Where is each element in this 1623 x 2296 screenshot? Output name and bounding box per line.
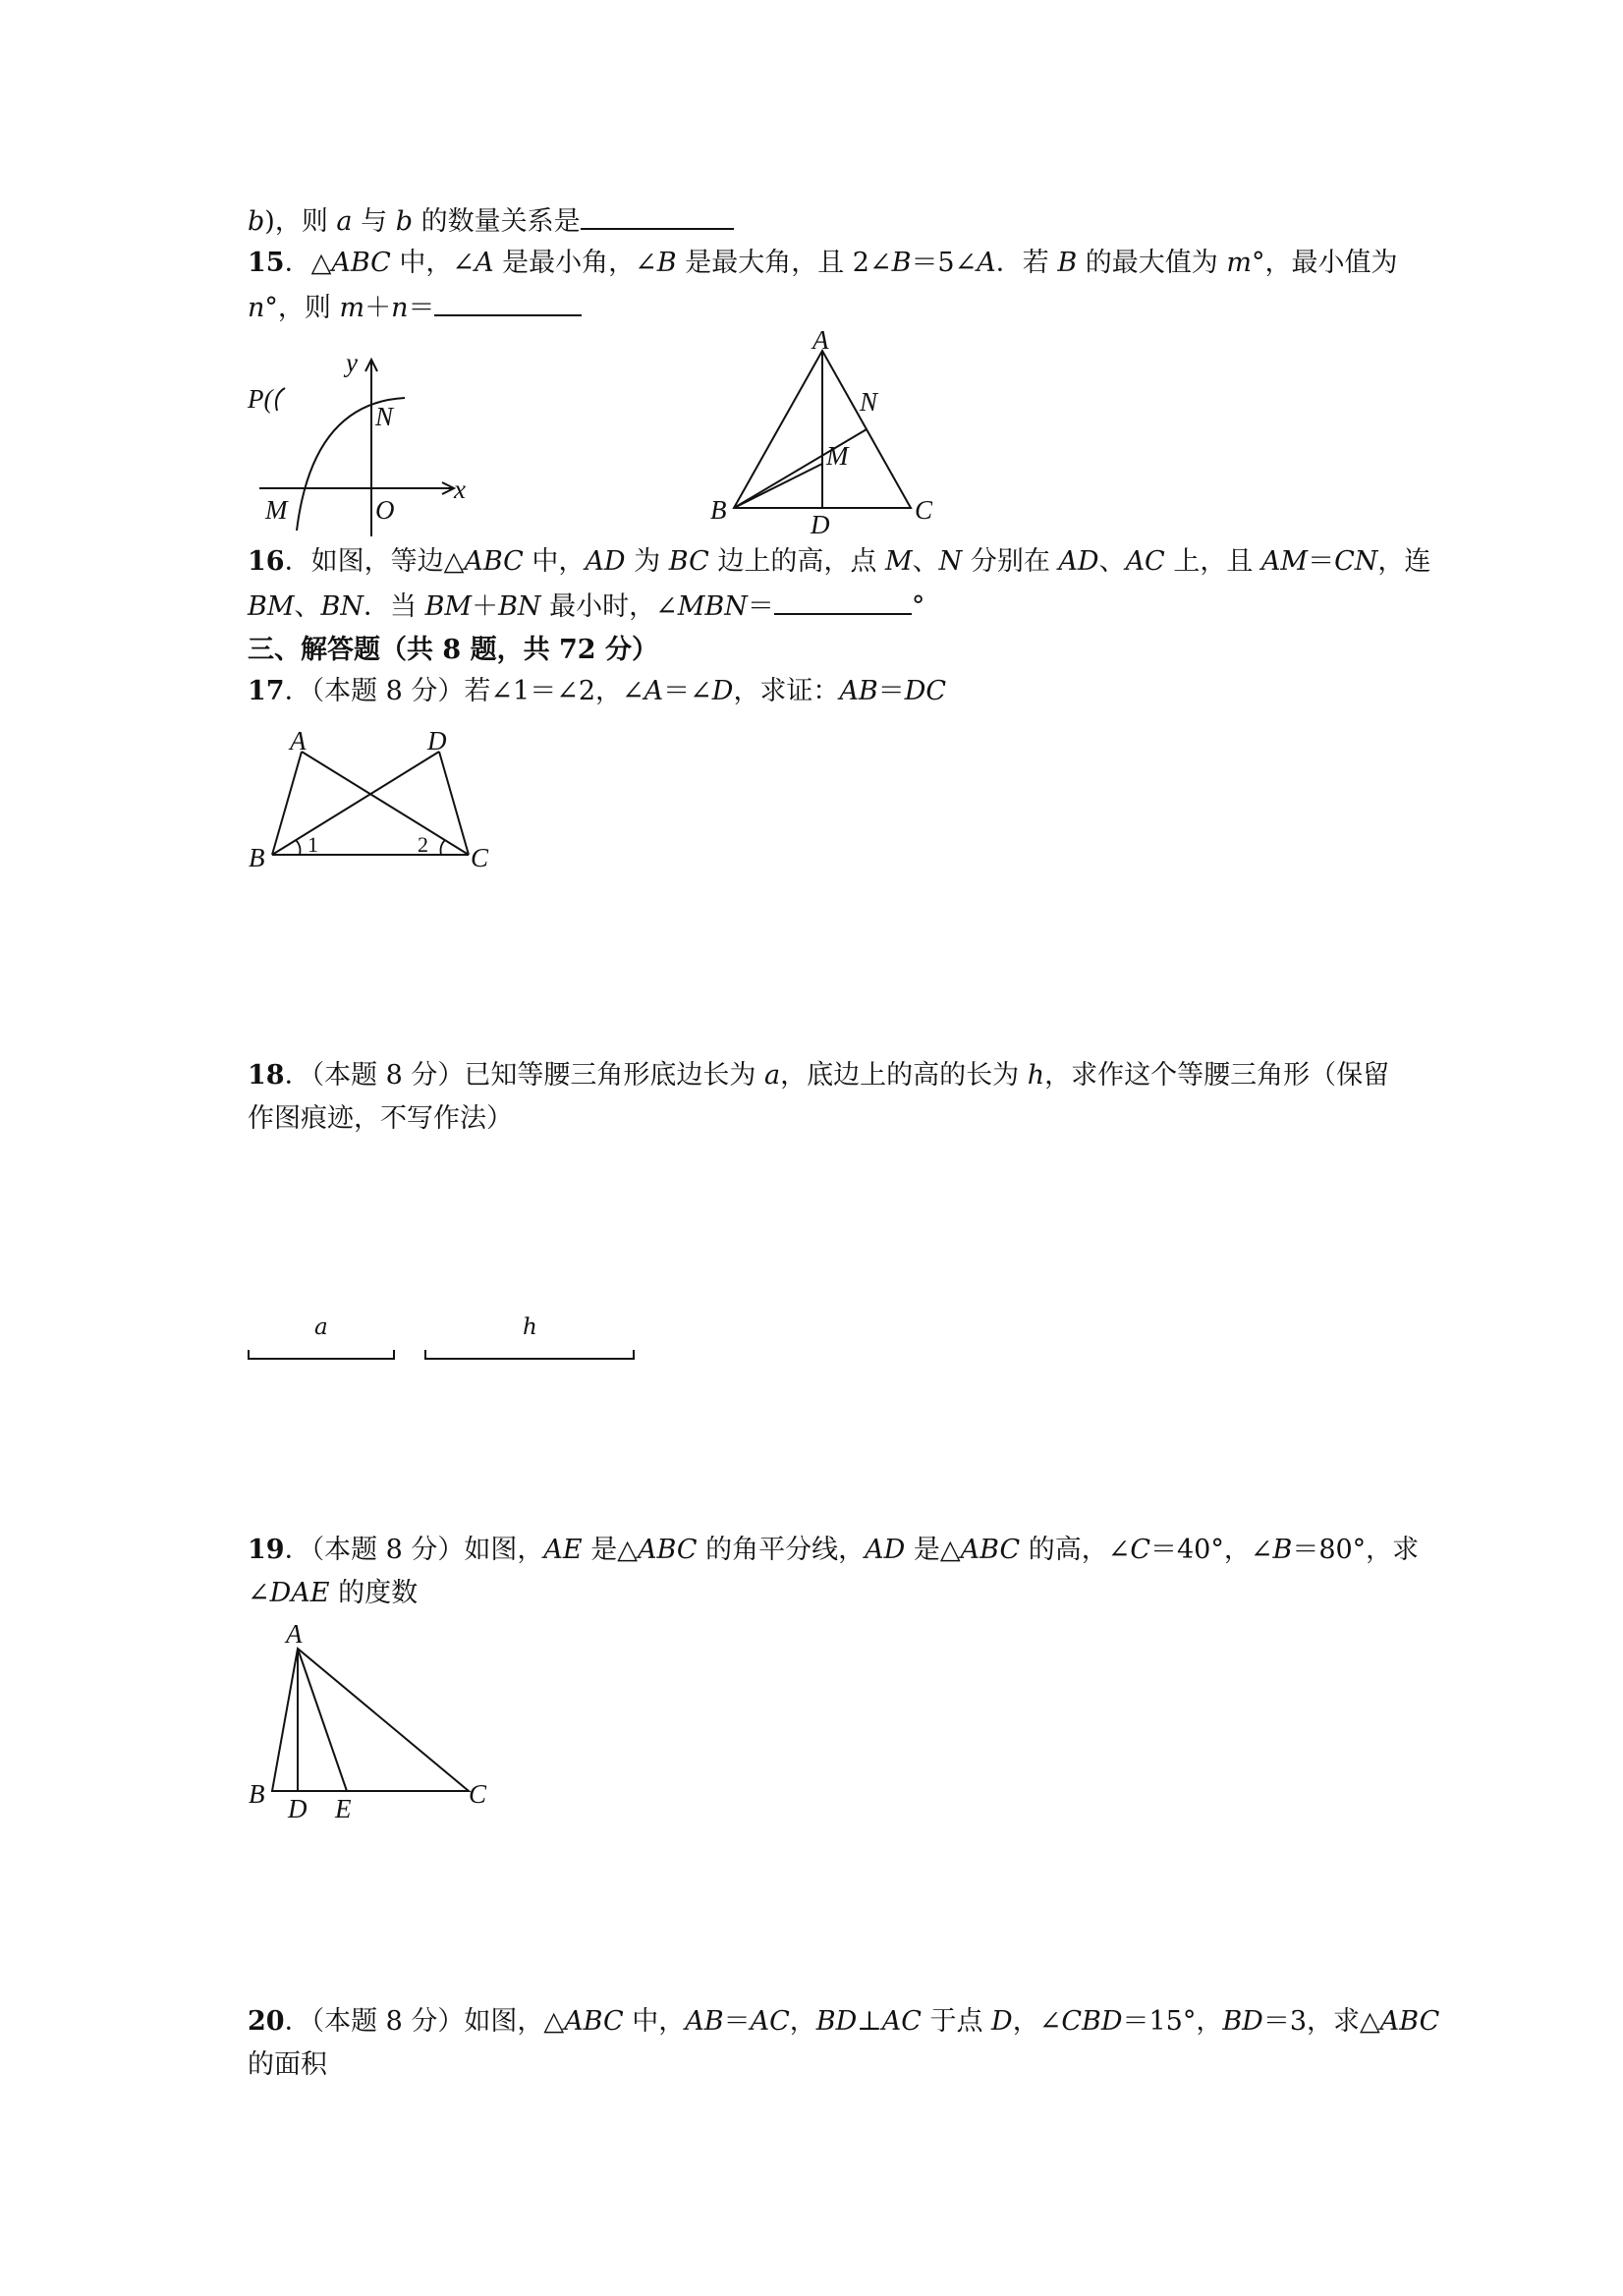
label-d: D [427, 726, 447, 756]
label-c: C [471, 843, 489, 872]
label-o: O [375, 495, 395, 525]
label-p: P( [248, 384, 273, 414]
q19-line-2: ∠DAE 的度数 [248, 1578, 419, 1608]
segment-h-label: h [523, 1315, 537, 1340]
label-a: A [812, 325, 829, 355]
answer-blank[interactable] [774, 586, 912, 615]
angle-mark-1 [296, 840, 301, 855]
q19-line-1: 19．（本题 8 分）如图，AE 是△ABC 的角平分线，AD 是△ABC 的高，∠C＝40°，∠B＝80°，求 [248, 1535, 1420, 1565]
label-b: B [249, 843, 265, 872]
figure-q17 [241, 722, 506, 874]
answer-blank[interactable] [434, 287, 582, 316]
label-b: B [249, 1779, 265, 1809]
q20-line-2: 的面积 [248, 2049, 327, 2080]
q16-line-2: BM、BN．当 BM＋BN 最小时，∠MBN＝ ° [248, 586, 1397, 627]
small-arc-near-p [276, 388, 285, 411]
q17-line: 17．（本题 8 分）若∠1＝∠2，∠A＝∠D，求证：AB＝DC [248, 676, 947, 706]
label-c: C [915, 495, 933, 525]
figure-coordinate-arc [236, 344, 481, 540]
segment-h [424, 1315, 635, 1364]
segment-a [248, 1315, 395, 1364]
segment-a-bar [248, 1350, 395, 1360]
angle-mark-2 [441, 840, 446, 855]
label-a: A [290, 726, 307, 756]
label-c: C [469, 1779, 487, 1809]
label-n: N [860, 387, 878, 417]
q20-line-1: 20．（本题 8 分）如图，△ABC 中，AB＝AC，BD⊥AC 于点 D，∠CBD＝15°，BD＝3，求△ABC [248, 2006, 1440, 2037]
label-d: D [288, 1794, 308, 1823]
segment-a-label: a [314, 1315, 328, 1340]
label-n: N [375, 402, 394, 431]
label-m: M [265, 495, 288, 525]
label-y: y [346, 348, 358, 377]
q18-line-1: 18．（本题 8 分）已知等腰三角形底边长为 a，底边上的高的长为 h，求作这个等腰三角形（保留 [248, 1060, 1390, 1091]
label-e: E [335, 1794, 352, 1823]
q15-line-2: n°，则 m＋n＝ [248, 287, 1397, 328]
label-b: B [710, 495, 727, 525]
label-angle-1: 1 [308, 832, 318, 857]
label-x: x [454, 475, 466, 504]
q16-line-1: 16．如图，等边△ABC 中，AD 为 BC 边上的高，点 M、N 分别在 AD、AC 上，且 AM＝CN，连 [248, 546, 1431, 577]
q15-line-1: 15．△ABC 中，∠A 是最小角，∠B 是最大角，且 2∠B＝5∠A．若 B 的最大值为 m°，最小值为 [248, 248, 1398, 278]
section-title: 三、解答题（共 8 题，共 72 分） [248, 635, 658, 665]
answer-blank[interactable] [581, 200, 734, 230]
label-d: D [811, 510, 830, 539]
figure-q19 [241, 1619, 506, 1827]
label-angle-2: 2 [418, 832, 428, 857]
triangle-abc [272, 1649, 469, 1791]
figure-equilateral-triangle [702, 325, 958, 540]
label-m: M [826, 441, 849, 471]
q18-line-2: 作图痕迹，不写作法） [248, 1103, 513, 1134]
segment-h-bar [424, 1350, 635, 1360]
label-a: A [286, 1619, 303, 1649]
q14-answer-line: b)，则 a 与 b 的数量关系是 [248, 200, 1397, 242]
